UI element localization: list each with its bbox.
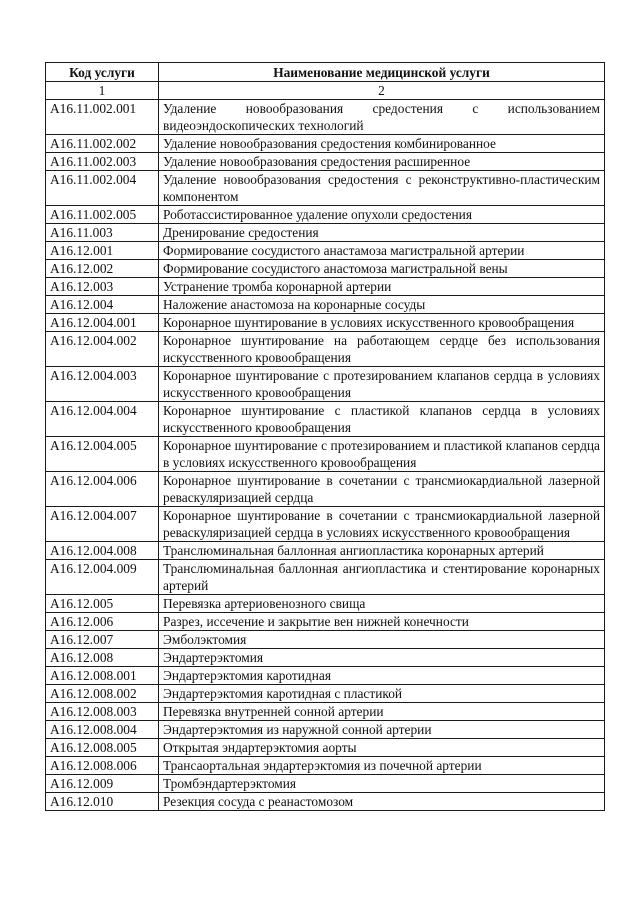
service-code: A16.11.003 xyxy=(46,224,159,242)
service-name: Роботассистированное удаление опухоли средостения xyxy=(159,206,605,224)
service-code: A16.11.002.003 xyxy=(46,153,159,171)
service-name: Коронарное шунтирование с протезированием и пластикой клапанов сердца в условиях искусственного кровообращения xyxy=(159,437,605,472)
service-name: Коронарное шунтирование с протезированием клапанов сердца в условиях искусственного кровообращения xyxy=(159,367,605,402)
service-code: A16.12.010 xyxy=(46,793,159,811)
service-name: Эндартерэктомия каротидная с пластикой xyxy=(159,685,605,703)
service-name: Перевязка внутренней сонной артерии xyxy=(159,703,605,721)
service-code: A16.12.004.001 xyxy=(46,314,159,332)
header-row xyxy=(46,63,605,82)
service-code: A16.12.004.005 xyxy=(46,437,159,472)
table-row xyxy=(46,560,605,595)
table-row xyxy=(46,685,605,703)
table-row xyxy=(46,542,605,560)
table-row xyxy=(46,507,605,542)
service-name: Удаление новообразования средостения с реконструктивно-пластическим компонентом xyxy=(159,171,605,206)
service-name: Коронарное шунтирование на работающем сердце без использования искусственного кровообращения xyxy=(159,332,605,367)
service-name: Транслюминальная баллонная ангиопластика коронарных артерий xyxy=(159,542,605,560)
table-row xyxy=(46,402,605,437)
table-row xyxy=(46,757,605,775)
table-row xyxy=(46,224,605,242)
service-code: A16.12.008.002 xyxy=(46,685,159,703)
service-name: Коронарное шунтирование в сочетании с трансмиокардиальной лазерной реваскуляризацией сердца xyxy=(159,472,605,507)
service-name: Разрез, иссечение и закрытие вен нижней конечности xyxy=(159,613,605,631)
service-name: Формирование сосудистого анастамоза магистральной артерии xyxy=(159,242,605,260)
service-code: A16.12.008.006 xyxy=(46,757,159,775)
service-name: Открытая эндартерэктомия аорты xyxy=(159,739,605,757)
service-code: A16.12.004.006 xyxy=(46,472,159,507)
service-code: A16.11.002.005 xyxy=(46,206,159,224)
service-name: Удаление новообразования средостения комбинированное xyxy=(159,135,605,153)
table-row xyxy=(46,631,605,649)
column-number-2: 2 xyxy=(159,82,605,100)
service-name: Эндартерэктомия каротидная xyxy=(159,667,605,685)
column-number-1: 1 xyxy=(46,82,159,100)
table-row xyxy=(46,153,605,171)
table-row xyxy=(46,793,605,811)
service-name: Эндартерэктомия из наружной сонной артерии xyxy=(159,721,605,739)
service-name: Наложение анастомоза на коронарные сосуды xyxy=(159,296,605,314)
service-code: A16.12.006 xyxy=(46,613,159,631)
table-row xyxy=(46,703,605,721)
table-row xyxy=(46,667,605,685)
service-code: A16.12.003 xyxy=(46,278,159,296)
table-row xyxy=(46,721,605,739)
service-name: Удаление новообразования средостения с использованием видеоэндоскопических технологий xyxy=(159,100,605,135)
table-row xyxy=(46,367,605,402)
table-row xyxy=(46,314,605,332)
table-row xyxy=(46,472,605,507)
service-code: A16.12.004.004 xyxy=(46,402,159,437)
service-code: A16.11.002.002 xyxy=(46,135,159,153)
service-name: Коронарное шунтирование с пластикой клапанов сердца в условиях искусственного кровообращения xyxy=(159,402,605,437)
service-name: Устранение тромба коронарной артерии xyxy=(159,278,605,296)
table-row xyxy=(46,171,605,206)
service-code: A16.12.008.005 xyxy=(46,739,159,757)
service-name: Транслюминальная баллонная ангиопластика и стентирование коронарных артерий xyxy=(159,560,605,595)
table-row xyxy=(46,278,605,296)
service-code: A16.12.004.007 xyxy=(46,507,159,542)
service-code: A16.12.008.001 xyxy=(46,667,159,685)
service-code: A16.12.004.009 xyxy=(46,560,159,595)
table-row xyxy=(46,260,605,278)
service-name: Резекция сосуда с реанастомозом xyxy=(159,793,605,811)
table-row xyxy=(46,296,605,314)
service-name: Формирование сосудистого анастомоза магистральной вены xyxy=(159,260,605,278)
table-row xyxy=(46,775,605,793)
service-name: Коронарное шунтирование в сочетании с трансмиокардиальной лазерной реваскуляризацией сердца в условиях искусственного кровообращения xyxy=(159,507,605,542)
service-code: A16.12.004.003 xyxy=(46,367,159,402)
service-code: A16.12.004.008 xyxy=(46,542,159,560)
service-code: A16.12.005 xyxy=(46,595,159,613)
service-code: A16.12.001 xyxy=(46,242,159,260)
service-code: A16.12.004.002 xyxy=(46,332,159,367)
medical-services-table xyxy=(45,62,605,811)
header-service-name: Наименование медицинской услуги xyxy=(159,63,605,82)
service-name: Перевязка артериовенозного свища xyxy=(159,595,605,613)
service-code: A16.11.002.004 xyxy=(46,171,159,206)
service-name: Эндартерэктомия xyxy=(159,649,605,667)
service-name: Удаление новообразования средостения расширенное xyxy=(159,153,605,171)
service-name: Тромбэндартерэктомия xyxy=(159,775,605,793)
service-code: A16.12.008.003 xyxy=(46,703,159,721)
service-code: A16.11.002.001 xyxy=(46,100,159,135)
table-row xyxy=(46,242,605,260)
table-row xyxy=(46,332,605,367)
service-code: A16.12.008 xyxy=(46,649,159,667)
document-page xyxy=(45,62,604,811)
table-row xyxy=(46,595,605,613)
service-code: A16.12.007 xyxy=(46,631,159,649)
column-number-row xyxy=(46,82,605,100)
table-row xyxy=(46,135,605,153)
table-row xyxy=(46,649,605,667)
service-code: A16.12.008.004 xyxy=(46,721,159,739)
service-code: A16.12.002 xyxy=(46,260,159,278)
service-name: Коронарное шунтирование в условиях искусственного кровообращения xyxy=(159,314,605,332)
service-name: Трансаортальная эндартерэктомия из почечной артерии xyxy=(159,757,605,775)
table-row xyxy=(46,100,605,135)
service-name: Эмболэктомия xyxy=(159,631,605,649)
table-row xyxy=(46,206,605,224)
table-body xyxy=(46,100,605,811)
service-name: Дренирование средостения xyxy=(159,224,605,242)
service-code: A16.12.004 xyxy=(46,296,159,314)
table-row xyxy=(46,437,605,472)
service-code: A16.12.009 xyxy=(46,775,159,793)
table-row xyxy=(46,613,605,631)
header-service-code: Код услуги xyxy=(46,63,159,82)
table-row xyxy=(46,739,605,757)
